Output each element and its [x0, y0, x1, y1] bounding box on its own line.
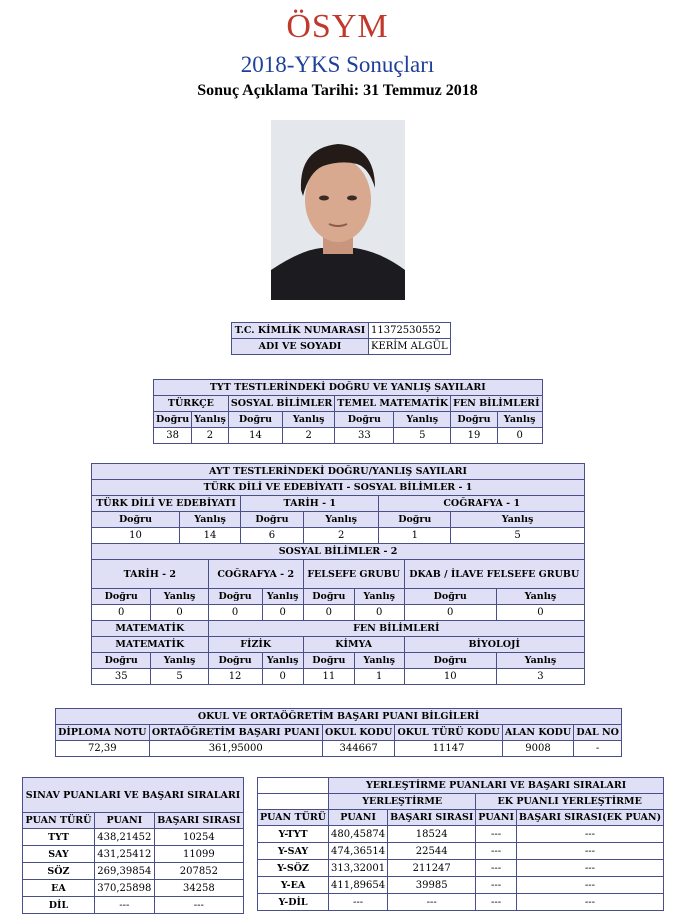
spacer — [258, 794, 329, 810]
score-cell: --- — [516, 843, 663, 860]
tc-label: T.C. KİMLİK NUMARASI — [232, 323, 369, 339]
table-row — [23, 829, 244, 846]
subject-header: TEMEL MATEMATİK — [335, 396, 451, 412]
count-value: 14 — [180, 528, 241, 544]
count-value: 2 — [283, 428, 335, 444]
yanlis-header: Yanlış — [180, 512, 241, 528]
obp-value: 9008 — [502, 741, 573, 757]
yanlis-header: Yanlış — [303, 512, 379, 528]
count-value: 5 — [451, 528, 585, 544]
count-value: 14 — [228, 428, 282, 444]
sub-title: EK PUANLI YERLEŞTİRME — [476, 794, 664, 810]
section-title: SOSYAL BİLİMLER - 2 — [92, 544, 585, 560]
puan-turu: DİL — [23, 897, 95, 914]
subject-header: FELSEFE GRUBU — [303, 560, 404, 589]
score-cell: 370,25898 — [94, 880, 154, 897]
table-row — [92, 669, 585, 685]
obp-value: 11147 — [395, 741, 502, 757]
count-value: 0 — [496, 605, 584, 621]
count-value: 1 — [354, 669, 404, 685]
table-row — [258, 860, 664, 877]
column-header: OKUL KODU — [322, 725, 395, 741]
tyt-table — [153, 379, 543, 444]
subject-header: MATEMATİK — [92, 637, 209, 653]
score-cell: --- — [154, 897, 243, 914]
score-cell: 18524 — [388, 826, 476, 843]
count-value: 38 — [154, 428, 192, 444]
table-row — [258, 810, 664, 826]
score-cell: --- — [388, 894, 476, 911]
subject-header: TÜRK DİLİ VE EDEBİYATI — [92, 496, 241, 512]
score-cell: 11099 — [154, 846, 243, 863]
count-value: 33 — [335, 428, 394, 444]
org-title: ÖSYM — [286, 8, 389, 45]
column-header: PUANI — [476, 810, 517, 826]
subject-header: BİYOLOJİ — [404, 637, 585, 653]
result-date: Sonuç Açıklama Tarihi: 31 Temmuz 2018 — [197, 82, 478, 99]
count-value: 35 — [92, 669, 151, 685]
candidate-photo — [271, 120, 405, 300]
table-row — [92, 637, 585, 653]
puan-turu: Y-EA — [258, 877, 329, 894]
section-title: TÜRK DİLİ VE EDEBİYATI - SOSYAL BİLİMLER - 1 — [92, 480, 585, 496]
dogru-header: Doğru — [404, 653, 496, 669]
puan-turu: Y-DİL — [258, 894, 329, 911]
score-cell: 474,36514 — [329, 843, 388, 860]
table-row — [258, 826, 664, 843]
count-value: 0 — [303, 605, 354, 621]
name-value: KERİM ALGÜL — [369, 339, 451, 355]
dogru-header: Doğru — [208, 653, 262, 669]
column-header: OKUL TÜRÜ KODU — [395, 725, 502, 741]
puan-turu: TYT — [23, 829, 95, 846]
table-row — [56, 741, 622, 757]
table-row — [258, 877, 664, 894]
column-header: BAŞARI SIRASI(EK PUAN) — [516, 810, 663, 826]
count-value: 19 — [451, 428, 498, 444]
table-row — [258, 778, 664, 794]
tc-value: 11372530552 — [369, 323, 451, 339]
sub-title: YERLEŞTİRME — [329, 794, 476, 810]
dogru-header: Doğru — [379, 512, 451, 528]
score-cell: --- — [94, 897, 154, 914]
score-cell: 438,21452 — [94, 829, 154, 846]
score-cell: 34258 — [154, 880, 243, 897]
subject-header: TARİH - 2 — [92, 560, 209, 589]
score-cell: --- — [516, 894, 663, 911]
table-row — [258, 894, 664, 911]
score-cell: 10254 — [154, 829, 243, 846]
yerlestirme-table — [257, 777, 664, 911]
dogru-header: Doğru — [335, 412, 394, 428]
spacer — [258, 778, 329, 794]
subject-header: TÜRKÇE — [154, 396, 229, 412]
obp-value: - — [574, 741, 622, 757]
table-row — [92, 496, 585, 512]
score-cell: --- — [516, 860, 663, 877]
count-value: 5 — [151, 669, 208, 685]
column-header: PUANI — [94, 813, 154, 829]
portrait-icon — [271, 120, 405, 300]
obp-value: 344667 — [322, 741, 395, 757]
score-cell: --- — [476, 860, 517, 877]
score-cell: --- — [516, 877, 663, 894]
yanlis-header: Yanlış — [496, 653, 584, 669]
dogru-header: Doğru — [303, 653, 354, 669]
count-value: 0 — [262, 669, 303, 685]
table-row — [92, 528, 585, 544]
column-header: BAŞARI SIRASI — [388, 810, 476, 826]
yanlis-header: Yanlış — [354, 653, 404, 669]
yanlis-header: Yanlış — [394, 412, 451, 428]
subject-header: TARİH - 1 — [241, 496, 379, 512]
score-cell: 39985 — [388, 877, 476, 894]
table-row — [154, 396, 543, 412]
yanlis-header: Yanlış — [262, 653, 303, 669]
table-row — [23, 880, 244, 897]
count-value: 0 — [262, 605, 303, 621]
table-row — [258, 794, 664, 810]
subject-header: COĞRAFYA - 2 — [208, 560, 303, 589]
dogru-header: Doğru — [404, 589, 496, 605]
score-cell: 211247 — [388, 860, 476, 877]
count-value: 3 — [496, 669, 584, 685]
obp-value: 72,39 — [56, 741, 150, 757]
puan-turu: SAY — [23, 846, 95, 863]
dogru-header: Doğru — [228, 412, 282, 428]
table-row — [154, 428, 543, 444]
table-row — [56, 725, 622, 741]
yanlis-header: Yanlış — [354, 589, 404, 605]
score-cell: --- — [476, 826, 517, 843]
sinav-title: SINAV PUANLARI VE BAŞARI SIRALARI — [23, 778, 244, 813]
yanlis-header: Yanlış — [192, 412, 229, 428]
section-title: MATEMATİK — [92, 621, 209, 637]
table-row — [23, 863, 244, 880]
subject-header: KİMYA — [303, 637, 404, 653]
obp-value: 361,95000 — [149, 741, 322, 757]
table-row — [23, 813, 244, 829]
puan-turu: Y-TYT — [258, 826, 329, 843]
count-value: 5 — [394, 428, 451, 444]
count-value: 11 — [303, 669, 354, 685]
column-header: DAL NO — [574, 725, 622, 741]
dogru-header: Doğru — [208, 589, 262, 605]
subject-header: FİZİK — [208, 637, 303, 653]
puan-turu: EA — [23, 880, 95, 897]
count-value: 0 — [404, 605, 496, 621]
dogru-header: Doğru — [92, 512, 180, 528]
subject-header: DKAB / İLAVE FELSEFE GRUBU — [404, 560, 585, 589]
ayt-title: AYT TESTLERİNDEKİ DOĞRU/YANLIŞ SAYILARI — [92, 464, 585, 480]
yer-title: YERLEŞTİRME PUANLARI VE BAŞARI SIRALARI — [329, 778, 664, 794]
count-value: 0 — [354, 605, 404, 621]
table-row — [92, 605, 585, 621]
yanlis-header: Yanlış — [451, 512, 585, 528]
yanlis-header: Yanlış — [497, 412, 542, 428]
count-value: 6 — [241, 528, 304, 544]
column-header: BAŞARI SIRASI — [154, 813, 243, 829]
table-row — [154, 412, 543, 428]
identity-table — [231, 322, 451, 355]
yanlis-header: Yanlış — [151, 653, 208, 669]
yanlis-header: Yanlış — [262, 589, 303, 605]
puan-turu: Y-SAY — [258, 843, 329, 860]
tyt-title: TYT TESTLERİNDEKİ DOĞRU VE YANLIŞ SAYILARI — [154, 380, 543, 396]
yanlis-header: Yanlış — [283, 412, 335, 428]
section-title: FEN BİLİMLERİ — [208, 621, 584, 637]
dogru-header: Doğru — [154, 412, 192, 428]
subject-header: SOSYAL BİLİMLER — [228, 396, 334, 412]
table-row — [92, 544, 585, 560]
table-row — [92, 589, 585, 605]
column-header: PUAN TÜRÜ — [23, 813, 95, 829]
sinav-table — [22, 777, 244, 914]
score-cell: --- — [476, 843, 517, 860]
exam-title: 2018-YKS Sonuçları — [240, 52, 435, 77]
dogru-header: Doğru — [92, 589, 151, 605]
table-row — [23, 897, 244, 914]
table-row — [92, 653, 585, 669]
count-value: 2 — [192, 428, 229, 444]
subject-header: COĞRAFYA - 1 — [379, 496, 585, 512]
obp-table — [55, 708, 622, 757]
table-row — [92, 464, 585, 480]
dogru-header: Doğru — [241, 512, 304, 528]
column-header: ORTAÖĞRETİM BAŞARI PUANI — [149, 725, 322, 741]
column-header: PUAN TÜRÜ — [258, 810, 329, 826]
score-cell: 22544 — [388, 843, 476, 860]
obp-title: OKUL VE ORTAÖĞRETİM BAŞARI PUANI BİLGİLERİ — [56, 709, 622, 725]
score-cell: --- — [516, 826, 663, 843]
puan-turu: Y-SÖZ — [258, 860, 329, 877]
table-row — [92, 621, 585, 637]
count-value: 10 — [404, 669, 496, 685]
score-cell: 313,32001 — [329, 860, 388, 877]
yanlis-header: Yanlış — [496, 589, 584, 605]
dogru-header: Doğru — [451, 412, 498, 428]
table-row — [56, 709, 622, 725]
count-value: 2 — [303, 528, 379, 544]
yanlis-header: Yanlış — [151, 589, 208, 605]
table-row — [92, 560, 585, 589]
table-row — [258, 843, 664, 860]
table-row — [92, 512, 585, 528]
column-header: PUANI — [329, 810, 388, 826]
score-cell: --- — [476, 877, 517, 894]
dogru-header: Doğru — [303, 589, 354, 605]
count-value: 0 — [92, 605, 151, 621]
table-row — [23, 846, 244, 863]
score-cell: 269,39854 — [94, 863, 154, 880]
count-value: 12 — [208, 669, 262, 685]
subject-header: FEN BİLİMLERİ — [451, 396, 542, 412]
score-cell: --- — [476, 894, 517, 911]
table-row — [23, 778, 244, 813]
score-cell: --- — [329, 894, 388, 911]
score-cell: 431,25412 — [94, 846, 154, 863]
column-header: ALAN KODU — [502, 725, 573, 741]
count-value: 0 — [151, 605, 208, 621]
table-row — [154, 380, 543, 396]
column-header: DİPLOMA NOTU — [56, 725, 150, 741]
name-label: ADI VE SOYADI — [232, 339, 369, 355]
count-value: 0 — [208, 605, 262, 621]
dogru-header: Doğru — [92, 653, 151, 669]
score-cell: 480,45874 — [329, 826, 388, 843]
score-cell: 207852 — [154, 863, 243, 880]
table-row — [92, 480, 585, 496]
count-value: 1 — [379, 528, 451, 544]
ayt-table — [91, 463, 585, 685]
count-value: 0 — [497, 428, 542, 444]
count-value: 10 — [92, 528, 180, 544]
puan-turu: SÖZ — [23, 863, 95, 880]
score-cell: 411,89654 — [329, 877, 388, 894]
